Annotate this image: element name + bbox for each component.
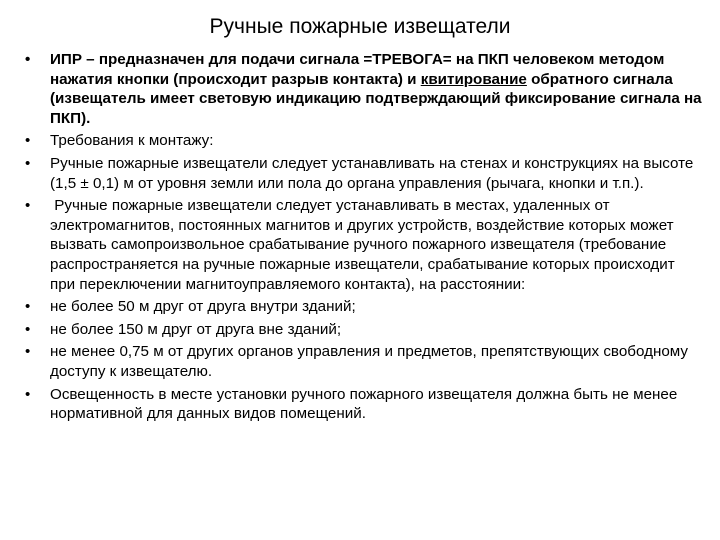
ipr-definition-text-end: обратного сигнала (извещатель имеет световую индикацию подтверждающий фиксирование сигнала на ПКП).	[50, 70, 702, 127]
list-item-mounting-requirements	[22, 131, 702, 151]
ipr-definition-underlined-term: квитирование	[420, 70, 527, 88]
bullet-list	[22, 50, 702, 427]
slide-title: Ручные пожарные извещатели	[209, 15, 511, 38]
list-item-text: не менее 0,75 м от других органов управления и предметов, препятствующих свободному доступу к извещателю.	[50, 343, 688, 380]
list-item-text: не более 150 м друг от друга вне зданий;	[50, 320, 342, 338]
list-item-distance-inside	[22, 297, 702, 317]
bullet-icon: •	[25, 298, 31, 316]
bullet-icon: •	[25, 320, 31, 338]
list-item-text: не более 50 м друг от друга внутри зданий;	[50, 298, 356, 316]
list-item-ipr-definition	[22, 50, 702, 128]
list-item-text: Ручные пожарные извещатели следует устанавливать на стенах и конструкциях на высоте (1,5 ± 0,1) м от уровня земли или пола до органа управления (рычага, кнопки и т.п.).	[50, 154, 694, 192]
ipr-definition-text-start: ИПР – предназначен для подачи сигнала =ТРЕВОГА= на ПКП человеком методом нажатия кнопки (происходит разрыв контакта) и	[50, 51, 665, 88]
list-item-text: Ручные пожарные извещатели следует устанавливать в местах, удаленных от электромагнитов, постоянных магнитов и других устройств, воздействие которых может вызвать самопроизвольное срабатывание ручного пожарного извещателя (требование распространяется на ручные пожарные извещатели, срабатывание которых происходит при переключении магнитоуправляемого контакта), на расстоянии:	[50, 197, 679, 293]
list-item-distance-outside	[22, 320, 702, 340]
bullet-icon: •	[25, 197, 31, 215]
bullet-icon: •	[25, 51, 31, 68]
list-item-magnet-distance	[22, 196, 702, 294]
list-item-mounting-height	[22, 154, 702, 193]
bullet-icon: •	[25, 343, 31, 361]
list-item-illumination	[22, 385, 702, 424]
list-item-text: Освещенность в месте установки ручного пожарного извещателя должна быть не менее нормативной для данных видов помещений.	[50, 385, 678, 423]
list-item-distance-controls	[22, 342, 702, 381]
bullet-icon: •	[25, 385, 31, 403]
bullet-icon: •	[25, 132, 31, 150]
list-item-text: Требования к монтажу:	[50, 132, 214, 150]
bullet-icon: •	[25, 154, 31, 172]
